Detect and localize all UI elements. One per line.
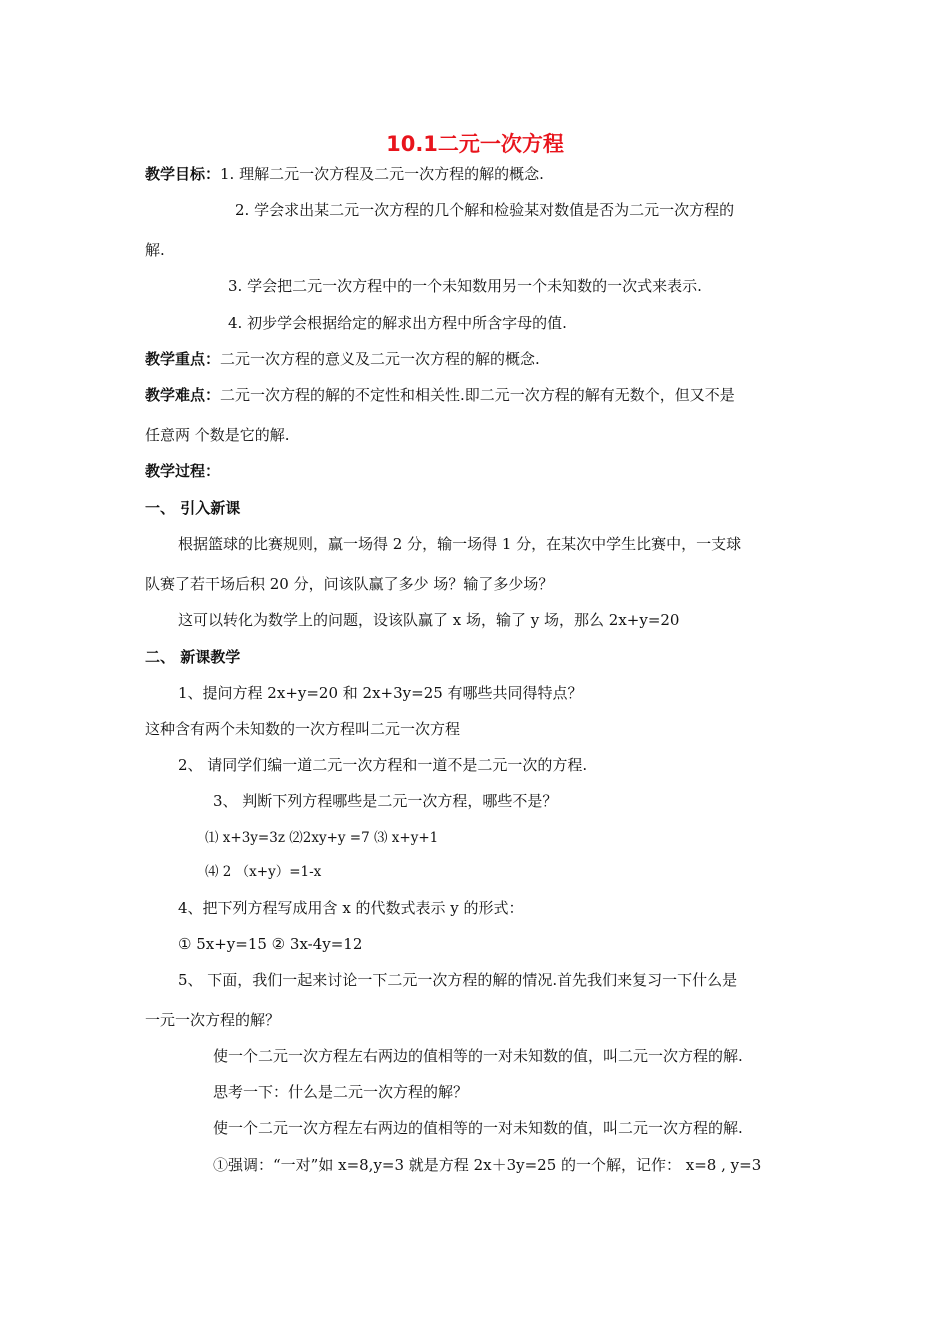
objective-item-1: 1. 理解二元一次方程及二元一次方程的解的概念.: [220, 165, 544, 183]
answer-1: 使一个二元一次方程左右两边的值相等的一对未知数的值，叫二元一次方程的解.: [213, 1047, 743, 1065]
question-1: 1、提问方程 2x+y=20 和 2x+3y=25 有哪些共同得特点？: [178, 684, 583, 702]
section2-heading: 二、 新课教学: [145, 648, 241, 666]
objective-item-2a: 2. 学会求出某二元一次方程的几个解和检验某对数值是否为二元一次方程的: [235, 201, 735, 219]
question-5a: 5、 下面，我们一起来讨论一下二元一次方程的解的情况.首先我们来复习一下什么是: [178, 971, 738, 989]
section1-paragraph-1a: 根据篮球的比赛规则，赢一场得 2 分，输一场得 1 分，在某次中学生比赛中，一支球: [178, 535, 742, 553]
section1-paragraph-2: 这可以转化为数学上的问题，设该队赢了 x 场，输了 y 场，那么 2x+y=20: [178, 611, 680, 629]
question-3: 3、 判断下列方程哪些是二元一次方程，哪些不是？: [213, 792, 558, 810]
section1-paragraph-1b: 队赛了若干场后积 20 分，问该队赢了多少 场？输了多少场？: [145, 575, 554, 593]
equation-list-line-1: ⑴ x+3y=3z ⑵2xy+y =7 ⑶ x+y+1: [205, 830, 439, 846]
emphasis-note: ①强调：“一对”如 x=8,y=3 就是方程 2x＋3y=25 的一个解，记作： x=8 , y=3: [213, 1156, 762, 1174]
objectives-line-1: [145, 164, 544, 184]
question-4-items: ① 5x+y=15 ② 3x-4y=12: [178, 935, 363, 953]
question-2: 2、 请同学们编一道二元一次方程和一道不是二元一次的方程.: [178, 756, 588, 774]
equation-list-line-2: ⑷ 2 （x+y）=1-x: [205, 864, 322, 880]
difficulty-text-b: 任意两 个数是它的解.: [145, 426, 290, 444]
objectives-label: 教学目标：: [145, 165, 221, 183]
process-label: 教学过程：: [145, 462, 221, 480]
difficulty-label: 教学难点：: [145, 386, 221, 404]
difficulty-text-a: 二元一次方程的解的不定性和相关性.即二元一次方程的解有无数个，但又不是: [220, 386, 735, 404]
question-4: 4、把下列方程写成用含 x 的代数式表示 y 的形式：: [178, 899, 524, 917]
think-prompt: 思考一下：什么是二元一次方程的解？: [213, 1083, 469, 1101]
objective-item-3: 3. 学会把二元一次方程中的一个未知数用另一个未知数的一次式来表示.: [228, 277, 702, 295]
objective-item-2b: 解.: [145, 241, 165, 259]
difficulty-line: [145, 385, 735, 405]
question-5b: 一元一次方程的解？: [145, 1011, 281, 1029]
key-point-line: [145, 349, 540, 369]
document-title: 10.1二元一次方程: [386, 132, 564, 156]
key-point-label: 教学重点：: [145, 350, 221, 368]
section1-heading: 一、 引入新课: [145, 499, 241, 517]
definition-1: 这种含有两个未知数的一次方程叫二元一次方程: [145, 720, 461, 738]
key-point-text: 二元一次方程的意义及二元一次方程的解的概念.: [220, 350, 540, 368]
answer-2: 使一个二元一次方程左右两边的值相等的一对未知数的值，叫二元一次方程的解.: [213, 1119, 743, 1137]
objective-item-4: 4. 初步学会根据给定的解求出方程中所含字母的值.: [228, 314, 567, 332]
